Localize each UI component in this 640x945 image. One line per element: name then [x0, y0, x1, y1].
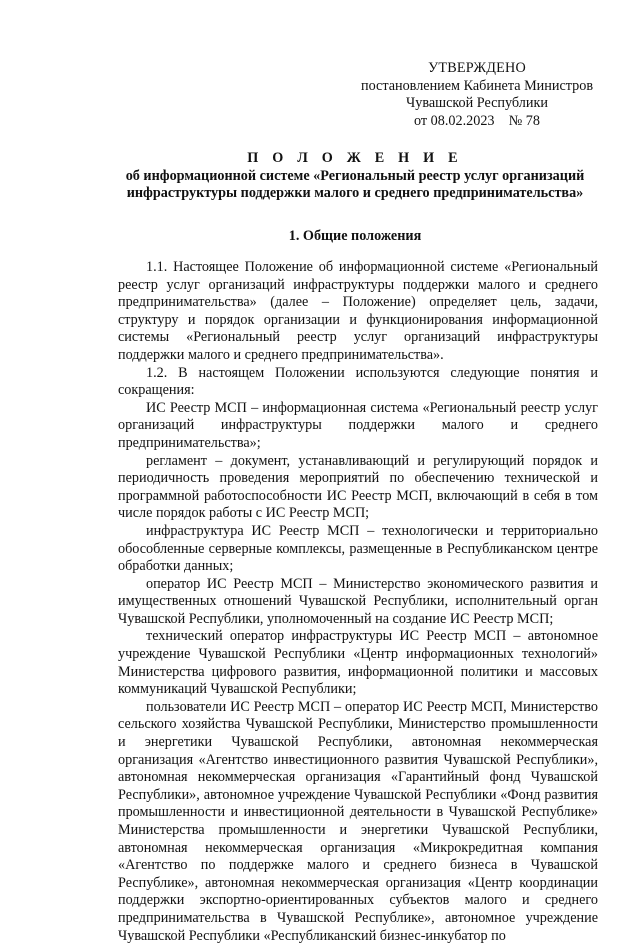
document-subtitle-line-2: инфраструктуры поддержки малого и среднего предпринимательства» [126, 185, 584, 201]
paragraph-1-1: 1.1. Настоящее Положение об информационной системе «Региональный реестр услуг организаций инфраструктуры поддержки малого и среднего предпринимательства» (далее – Положение) определяет цель, задачи, структуру и порядок организации и функционирования информационной системы «Региональный реестр услуг организаций инфраструктуры поддержки малого и среднего предпринимательства». [118, 259, 598, 363]
definition-reglament: регламент – документ, устанавливающий и регулирующий порядок и периодичность проведения мероприятий по обеспечению технической и программной работоспособности ИС Реестр МСП, включающий в себя в том числе порядок работы с ИС Реестр МСП; [118, 452, 598, 522]
approval-stamp [352, 60, 602, 130]
section-heading: 1. Общие положения [288, 228, 422, 244]
document-subtitle-line-1: об информационной системе «Региональный реестр услуг организаций [125, 167, 585, 184]
approval-line-2: Чувашской Республики [406, 95, 548, 111]
definition-infrastructure: инфраструктура ИС Реестр МСП – технологически и территориально обособленные серверные комплексы, размещенные в Республиканском центре обработки данных; [118, 522, 598, 575]
definition-operator: оператор ИС Реестр МСП – Министерство экономического развития и имущественных отношений Чувашской Республики, исполнительный орган Чувашской Республики, уполномоченный на создание ИС Реестр МСП; [118, 575, 598, 627]
definition-users: пользователи ИС Реестр МСП – оператор ИС Реестр МСП, Министерство сельского хозяйства Чувашской Республики, Министерство промышленности и энергетики Чувашской Республики, автономная некоммерческая организация «Агентство инвестиционного развития Чувашской Республики», автономная некоммерческая организация «Гарантийный фонд Чувашской Республики», автономное учреждение Чувашской Республики «Фонд развития промышленности и инвестиционной деятельности в Чувашской Республике» Министерства промышленности и энергетики Чувашской Республики, автономная некоммерческая организация «Микрокредитная компания «Агентство по поддержке малого и среднего бизнеса в Чувашской Республике», автономная некоммерческая организация «Центр координации поддержки экспортно-ориентированных субъектов малого и среднего предпринимательства в Чувашской Республике», автономное учреждение Чувашской Республики «Республиканский бизнес-инкубатор по [118, 698, 598, 944]
definition-is-reestr: ИС Реестр МСП – информационная система «Региональный реестр услуг организаций инфраструктуры поддержки малого и среднего предпринимательства»; [118, 399, 598, 451]
approval-title: УТВЕРЖДЕНО [428, 60, 526, 76]
approval-line-3: от 08.02.2023 № 78 [414, 112, 540, 129]
section-body [118, 259, 598, 945]
approval-line-1: постановлением Кабинета Министров [360, 77, 594, 94]
document-title-block [90, 150, 620, 203]
document-title: П О Л О Ж Е Н И Е [247, 150, 463, 166]
definition-technical-operator: технический оператор инфраструктуры ИС Реестр МСП – автономное учреждение Чувашской Республики «Центр информационных технологий» Министерства цифрового развития, информационной политики и массовых коммуникаций Чувашской Республики; [118, 628, 598, 698]
paragraph-1-2: 1.2. В настоящем Положении используются следующие понятия и сокращения: [118, 364, 598, 399]
